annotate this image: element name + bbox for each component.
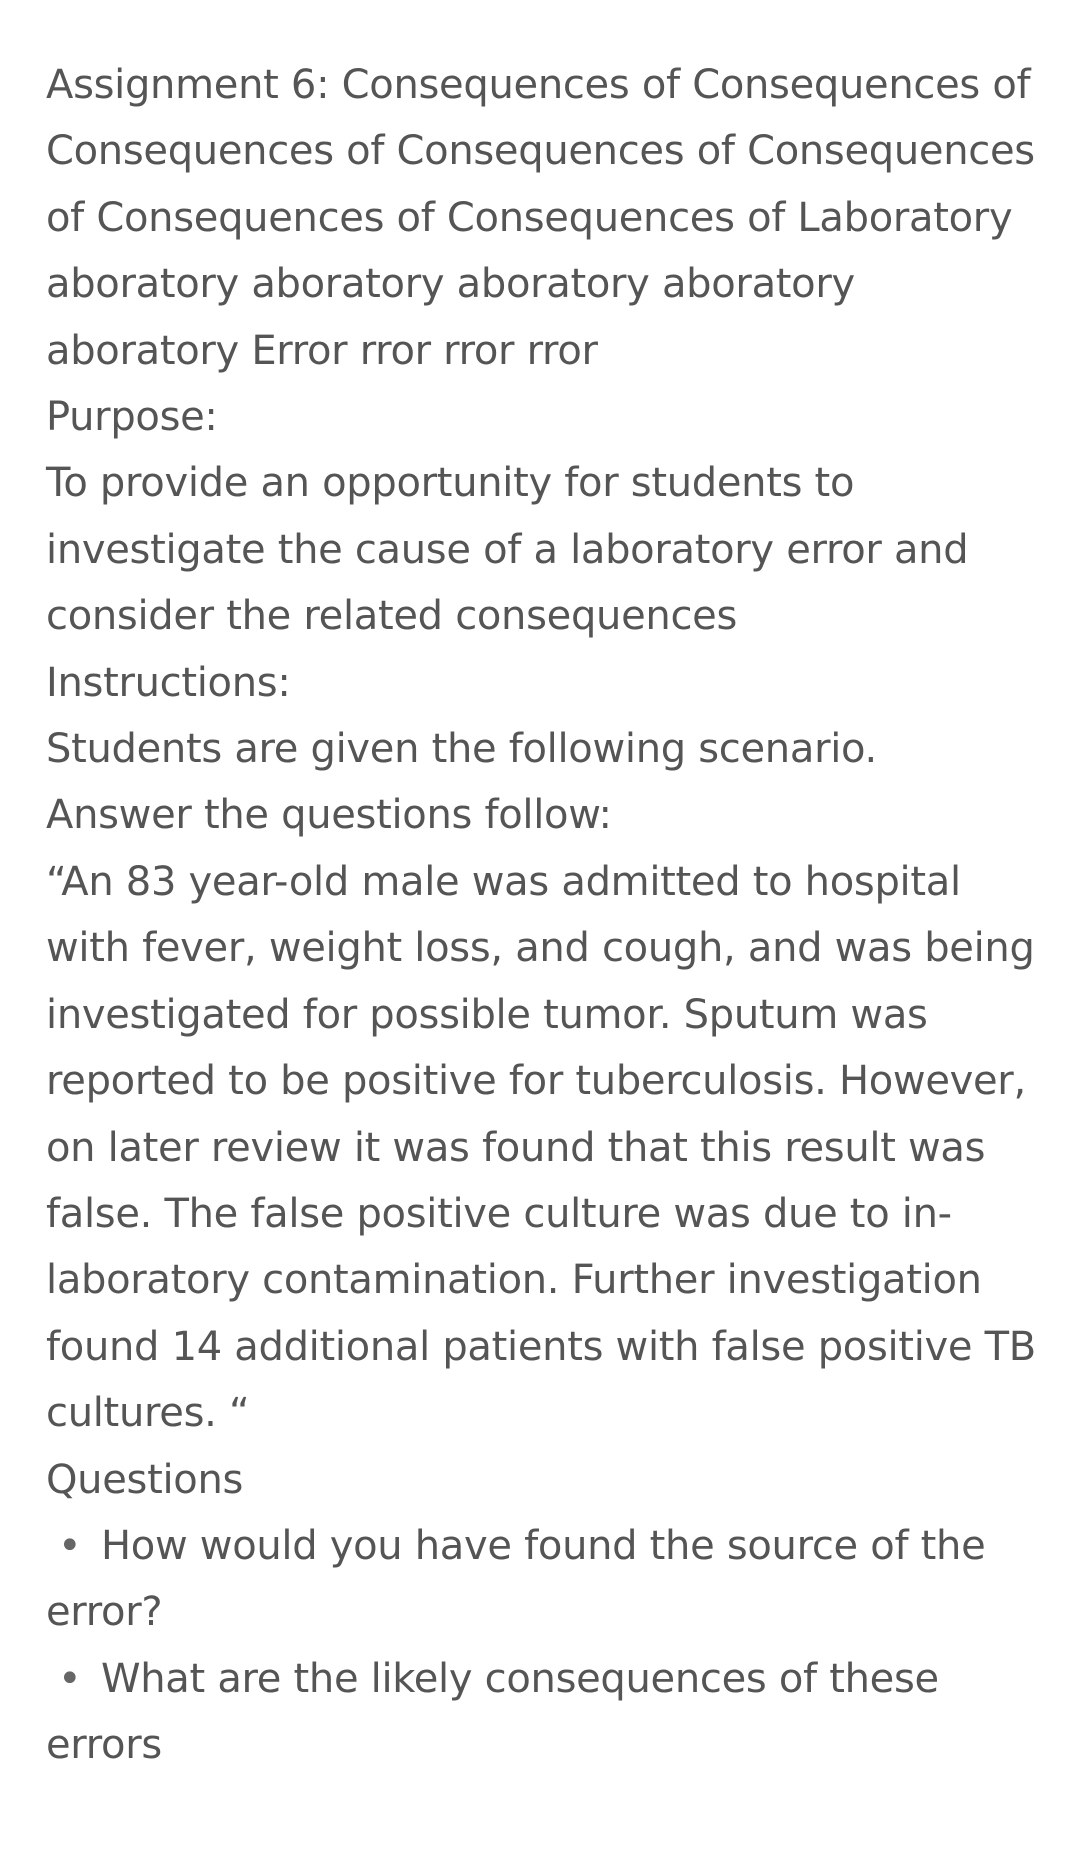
purpose-text: To provide an opportunity for students to investigate the cause of a laboratory error and consider the related consequences — [46, 460, 969, 640]
question-text-1: How would you have found the source of the error? — [46, 1522, 986, 1636]
instructions-line-2: Answer the questions follow: — [46, 792, 612, 839]
purpose-heading: Purpose: — [46, 394, 218, 441]
question-text-2: What are the likely consequences of these errors — [46, 1655, 939, 1769]
instructions-line-1: Students are given the following scenario. — [46, 726, 877, 773]
bullet-icon: • — [58, 1522, 82, 1569]
assignment-title: Assignment 6: Consequences of Consequences of Consequences of Consequences of Consequences of Consequences of Consequences of Laboratory aboratory aboratory aboratory aboratory aboratory Error rror rror rror — [46, 62, 1035, 374]
question-item-2 — [46, 1646, 1056, 1779]
questions-heading: Questions — [46, 1456, 244, 1503]
scenario-text: “An 83 year-old male was admitted to hospital with fever, weight loss, and cough, and was being investigated for possible tumor. Sputum was reported to be positive for tuberculosis. However, on later review it was found that this result was false. The false positive culture was due to in-laboratory contamination. Further investigation found 14 additional patients with false positive TB cultures. “ — [46, 858, 1036, 1437]
document-body — [46, 52, 1056, 1779]
bullet-icon: • — [58, 1655, 82, 1702]
instructions-heading: Instructions: — [46, 659, 291, 706]
question-item-1 — [46, 1513, 1056, 1646]
